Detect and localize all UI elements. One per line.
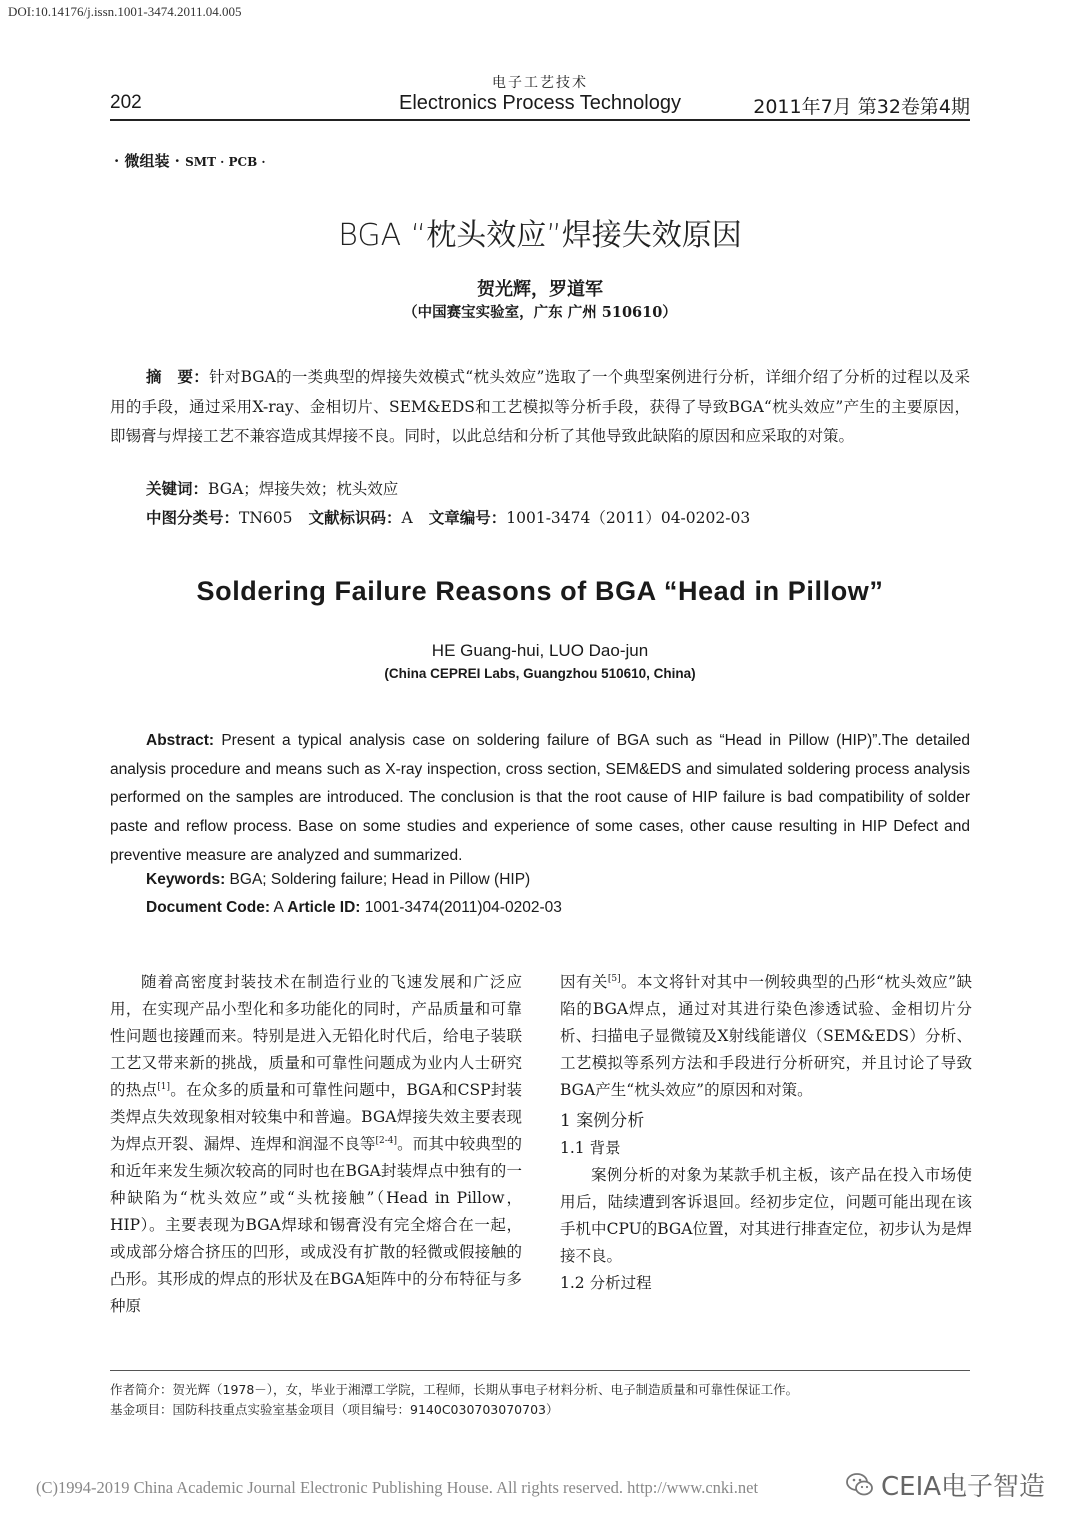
doc-label: 文献标识码： (308, 508, 402, 527)
footnote-author: 作者简介：贺光辉（1978－），女，毕业于湘潭工学院，工程师，长期从事电子材料分析、电子制造质量和可靠性保证工作。 (110, 1382, 799, 1397)
keywords-en-text: BGA; Soldering failure; Head in Pillow (HIP) (225, 871, 531, 888)
section-sub: SMT · PCB · (185, 155, 266, 169)
watermark (845, 1466, 1045, 1503)
article-label: 文章编号： (428, 508, 507, 527)
title-en: Soldering Failure Reasons of BGA “Head in Pillow” (196, 576, 884, 606)
heading-section-1-1: 1.1 背景 (560, 1139, 621, 1157)
wechat-logo-icon (845, 1470, 875, 1500)
footnote-fund: 基金项目：国防科技重点实验室基金项目（项目编号：9140C030703070703） (110, 1402, 559, 1417)
ref-2-4: [2-4] (375, 1135, 398, 1146)
clc-value: TN605 (239, 509, 293, 527)
abstract-en-text: Present a typical analysis case on soldering failure of BGA such as “Head in Pillow (HIP)”.The detailed analysis procedure and means such as X-ray inspection, cross section, SEM&EDS and simulated soldering process analysis performed on the samples are introduced. The conclusion is that the root cause of HIP failure is bad compatibility of solder paste and reflow process. Base on some studies and experience of some cases, other cause resulting in HIP Defect and preventive measure are analyzed and summarized. (110, 732, 970, 864)
journal-name-cn: 电子工艺技术 (492, 75, 588, 91)
body-left-column (110, 969, 522, 1320)
body-right-column (560, 969, 972, 1297)
copyright-line: (C)1994-2019 China Academic Journal Electronic Publishing House. All rights reserved. http://www.cnki.net (36, 1478, 759, 1497)
doccode-value: A (270, 899, 288, 916)
authors-en: HE Guang-hui, LUO Dao-jun (431, 641, 649, 660)
section-label (114, 150, 266, 171)
body-paragraph: 案例分析的对象为某款手机主板，该产品在投入市场使用后，陆续遭到客诉退回。经初步定位，问题可能出现在该手机中CPU的BGA位置，对其进行排查定位，初步认为是焊接不良。 (560, 1166, 972, 1265)
articleid-label: Article ID: (287, 899, 361, 916)
body-text: 因有关 (560, 973, 608, 991)
article-value: 1001-3474（2011）04-0202-03 (506, 509, 751, 527)
body-text: 。在众多的质量和可靠性问题中，BGA和CSP封装类焊点失效现象相对较集中和普遍。BGA焊接失效主要表现为焊点开裂、漏焊、连焊和润湿不良等 (110, 1081, 522, 1153)
abstract-cn-label: 摘 要： (146, 367, 210, 386)
watermark-text: CEIA电子智造 (881, 1472, 1046, 1502)
body-text: 随着高密度封装技术在制造行业的飞速发展和广泛应用，在实现产品小型化和多功能化的同时，产品质量和可靠性问题也接踵而来。特别是进入无铅化时代后，给电子装联工艺又带来新的挑战，质量和可靠性问题成为业内人士研究的热点 (110, 973, 522, 1099)
classification-cn (146, 506, 750, 528)
abstract-en-label: Abstract: (146, 732, 215, 749)
page-number: 202 (110, 92, 142, 113)
doccode-en (146, 899, 562, 917)
affiliation-en: (China CEPREI Labs, Guangzhou 510610, China) (384, 666, 696, 681)
keywords-en (146, 871, 530, 889)
issue-info: 2011年7月 第32卷第4期 (753, 96, 970, 118)
keywords-cn (146, 477, 398, 499)
abstract-cn (110, 362, 970, 452)
keywords-en-label: Keywords: (146, 871, 226, 888)
body-paragraph (560, 969, 972, 1104)
doc-value: A (401, 509, 413, 527)
abstract-cn-text: 针对BGA的一类典型的焊接失效模式“枕头效应”选取了一个典型案例进行分析，详细介绍了分析的过程以及采用的手段，通过采用X-ray、金相切片、SEM&EDS和工艺模拟等分析手段，获得了导致BGA“枕头效应”产生的主要原因，即锡膏与焊接工艺不兼容造成其焊接不良。同时，以此总结和分析了其他导致此缺陷的原因和应采取的对策。 (110, 368, 970, 445)
ref-1: [1] (157, 1081, 170, 1092)
section-main: · 微组装 · (114, 152, 180, 170)
doi-line: DOI:10.14176/j.issn.1001-3474.2011.04.005 (8, 4, 242, 19)
heading-section-1: 1 案例分析 (560, 1111, 645, 1131)
body-paragraph (110, 969, 522, 1320)
keywords-cn-text: BGA；焊接失效；枕头效应 (208, 480, 399, 498)
title-cn: BGA “枕头效应”焊接失效原因 (338, 218, 742, 253)
journal-name-en: Electronics Process Technology (399, 92, 681, 114)
abstract-en (110, 727, 970, 871)
keywords-cn-label: 关键词： (146, 479, 209, 498)
articleid-value: 1001-3474(2011)04-0202-03 (360, 899, 562, 916)
footnote-rule (110, 1370, 970, 1371)
authors-cn: 贺光辉，罗道军 (477, 279, 603, 300)
body-text: 。而其中较典型的和近年来发生频次较高的同时也在BGA封装焊点中独有的一种缺陷为“枕头效应”或“头枕接触”（Head in Pillow，HIP）。主要表现为BGA焊球和锡膏没有完全熔合在一起，或成部分熔合挤压的凹形，或成没有扩散的轻微或假接触的凸形。其形成的焊点的形状及在BGA矩阵中的分布特征与多种原 (110, 1135, 522, 1315)
clc-label: 中图分类号： (146, 508, 240, 527)
ref-5: [5] (607, 973, 621, 984)
doccode-label: Document Code: (146, 899, 270, 916)
affiliation-cn: （中国赛宝实验室，广东 广州 510610） (403, 304, 677, 321)
body-text: 。本文将针对其中一例较典型的凸形“枕头效应”缺陷的BGA焊点，通过对其进行染色渗透试验、金相切片分析、扫描电子显微镜及X射线能谱仪（SEM&EDS）分析、工艺模拟等系列方法和手段进行分析研究，并且讨论了导致BGA产生“枕头效应”的原因和对策。 (560, 973, 972, 1099)
header-rule (110, 119, 970, 121)
heading-section-1-2: 1.2 分析过程 (560, 1274, 652, 1292)
